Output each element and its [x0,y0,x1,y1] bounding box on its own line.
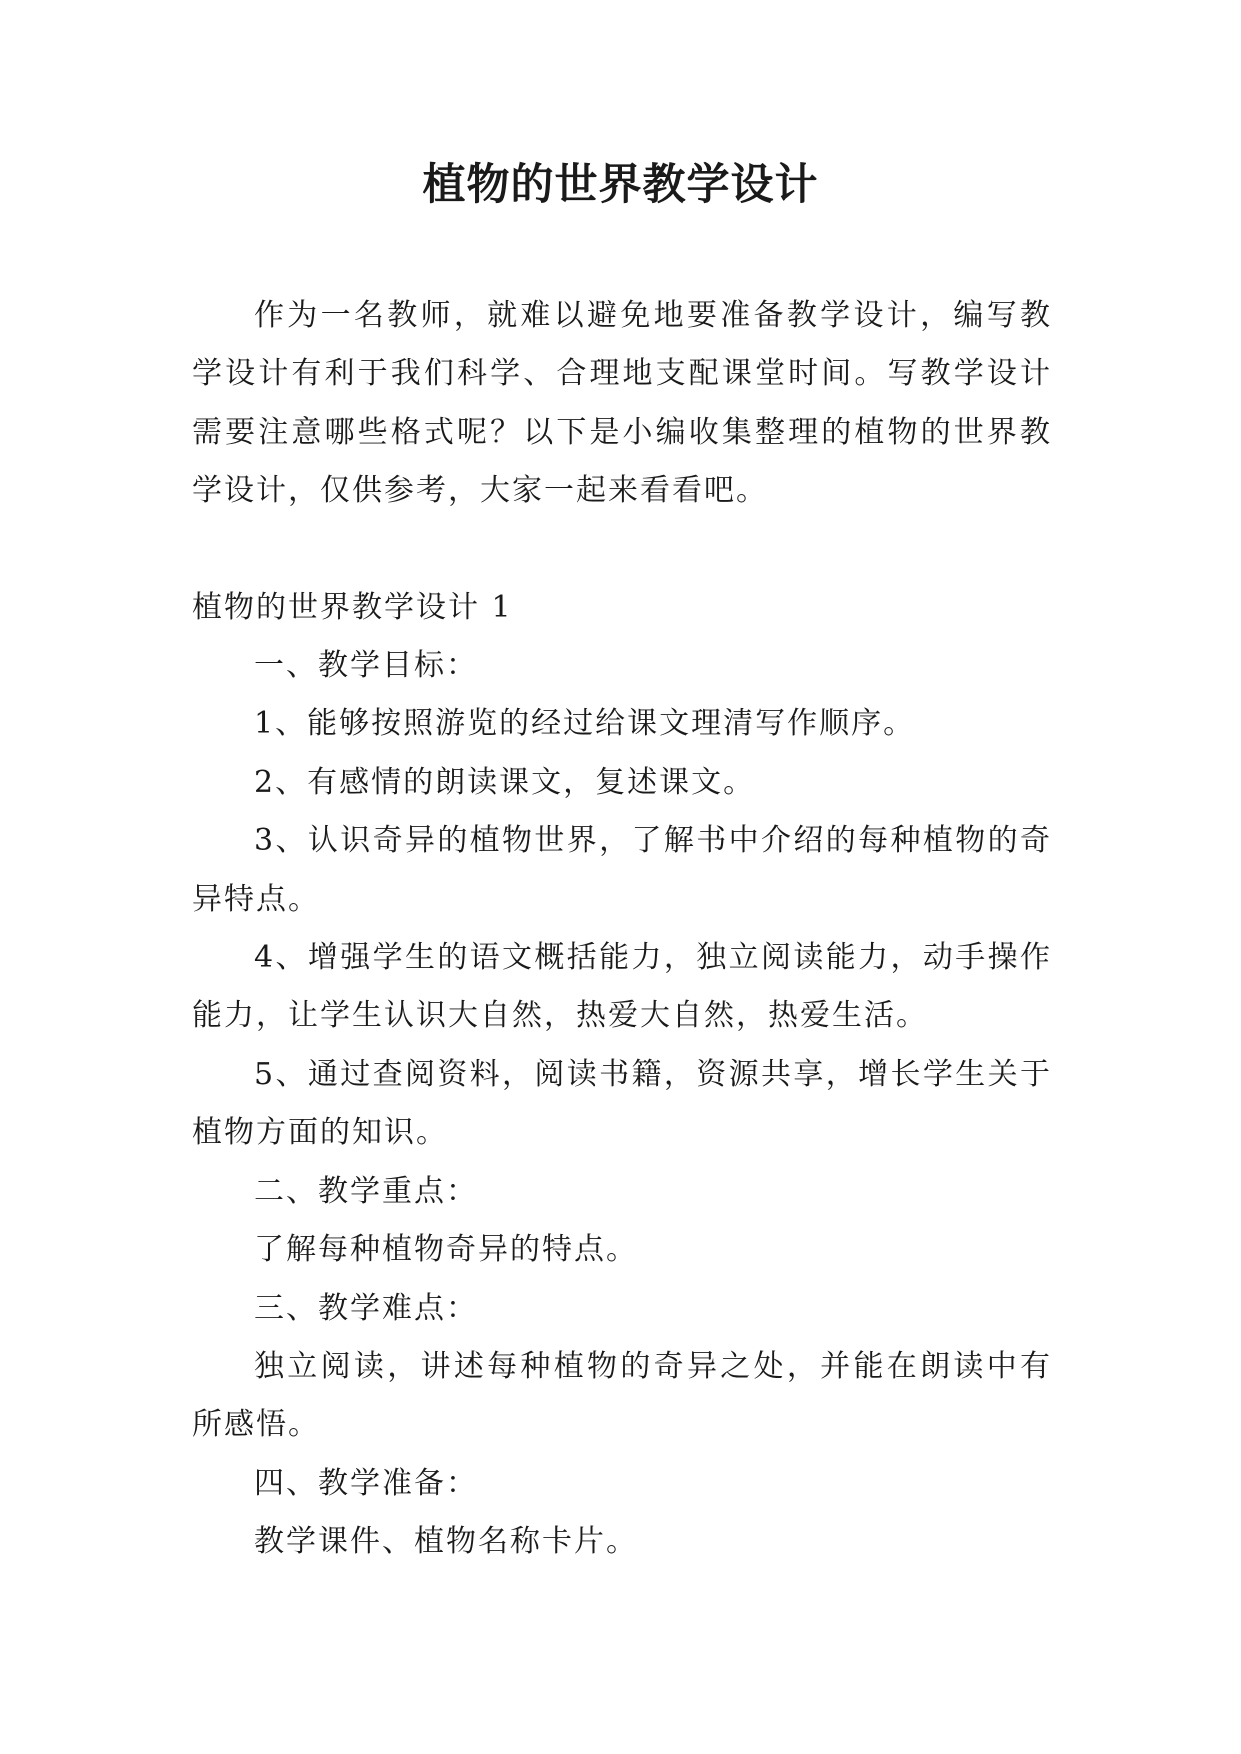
difficulties-text: 独立阅读，讲述每种植物的奇异之处，并能在朗读中有所感悟。 [192,1348,1052,1443]
intro-paragraph: 作为一名教师，就难以避免地要准备教学设计，编写教学设计有利于我们科学、合理地支配课堂时间。写教学设计需要注意哪些格式呢？以下是小编收集整理的植物的世界教学设计，仅供参考，大家一起来看看吧。 [192,298,1052,509]
goal-item-1: 1、能够按照游览的经过给课文理清写作顺序。 [254,706,916,742]
document-title: 植物的世界教学设计 [422,160,819,210]
difficulties-heading: 三、教学难点： [254,1290,478,1326]
goal-item-4: 4、增强学生的语文概括能力，独立阅读能力，动手操作能力，让学生认识大自然，热爱大自然，热爱生活。 [192,940,1052,1034]
goal-item-3: 3、认识奇异的植物世界，了解书中介绍的每种植物的奇异特点。 [192,823,1052,917]
preparation-text: 教学课件、植物名称卡片。 [254,1524,638,1560]
key-points-heading: 二、教学重点： [254,1173,478,1209]
goal-item-5: 5、通过查阅资料，阅读书籍，资源共享，增长学生关于植物方面的知识。 [192,1056,1052,1151]
document-body [192,287,1052,1572]
section-heading: 植物的世界教学设计 1 [192,589,513,625]
goal-item-2: 2、有感情的朗读课文，复述课文。 [254,764,756,800]
key-points-text: 了解每种植物奇异的特点。 [254,1232,638,1268]
preparation-heading: 四、教学准备： [254,1465,478,1501]
goals-heading: 一、教学目标： [254,648,478,684]
